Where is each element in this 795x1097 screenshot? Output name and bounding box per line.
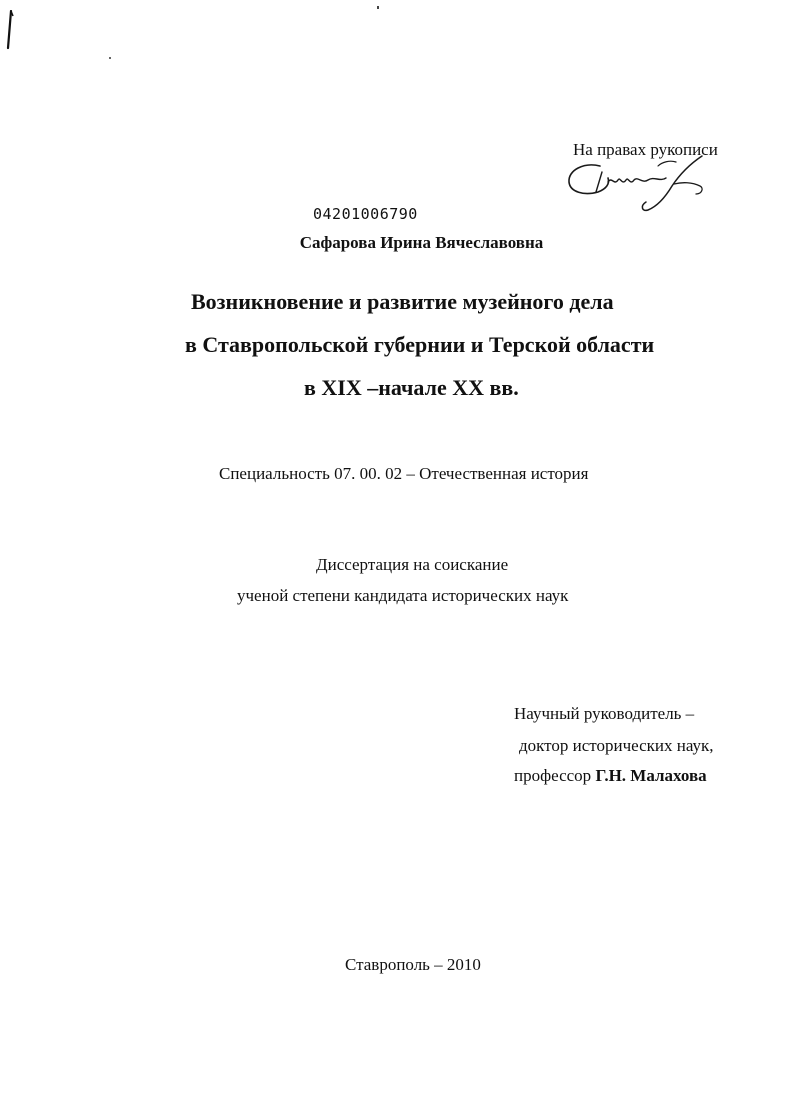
handwritten-signature-icon xyxy=(562,152,712,214)
scan-speck xyxy=(109,57,111,59)
dissertation-title-line-3: в XIX –начале XX вв. xyxy=(304,375,519,400)
scan-speck xyxy=(377,6,379,9)
supervisor-title: профессор xyxy=(514,766,592,785)
dissertation-title-line-2: в Ставропольской губернии и Терской области xyxy=(185,332,655,357)
author-name: Сафарова Ирина Вячеславовна xyxy=(299,233,544,252)
specialty-line: Специальность 07. 00. 02 – Отечественная история xyxy=(219,464,589,483)
supervisor-role: Научный руководитель – xyxy=(514,704,695,723)
supervisor-degree: доктор исторических наук, xyxy=(519,736,714,755)
scan-mark-icon xyxy=(4,10,14,50)
dissertation-title-line-1: Возникновение и развитие музейного дела xyxy=(191,289,614,314)
archive-number: 04201006790 xyxy=(313,205,418,223)
dissertation-statement-line-2: ученой степени кандидата исторических наук xyxy=(237,586,569,605)
dissertation-statement-line-1: Диссертация на соискание xyxy=(316,555,509,574)
supervisor-name: Г.Н. Малахова xyxy=(595,766,707,785)
supervisor-title-name xyxy=(514,766,707,786)
manuscript-rights-label: На правах рукописи xyxy=(573,140,718,159)
city-year: Ставрополь – 2010 xyxy=(345,955,481,974)
